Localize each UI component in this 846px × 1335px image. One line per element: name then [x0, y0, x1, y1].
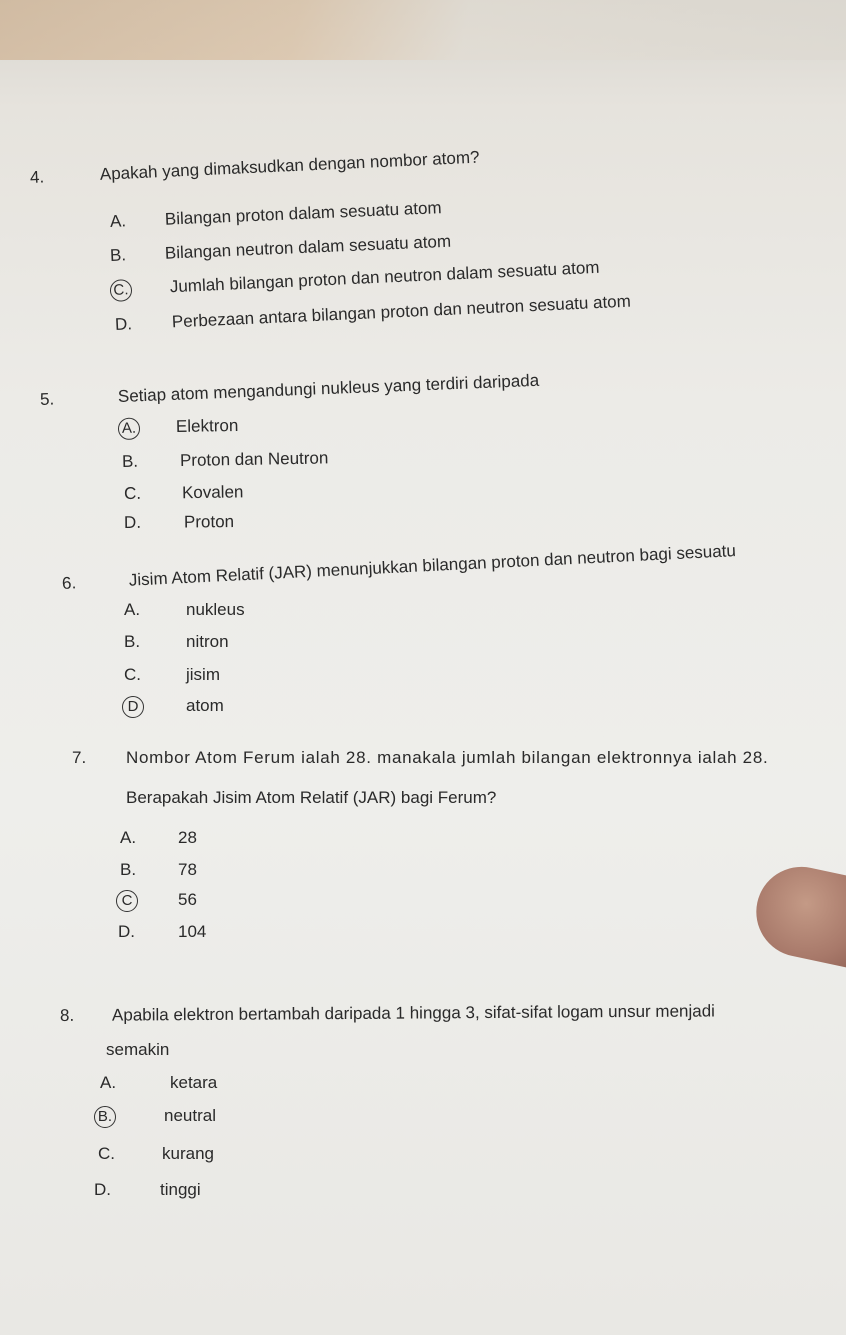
question-5-stem [40, 371, 540, 410]
option-d[interactable] [118, 922, 206, 942]
option-text: jisim [186, 665, 220, 684]
option-letter: D. [123, 512, 142, 532]
question-8-stem-line-2 [106, 1040, 169, 1060]
question-text: Jisim Atom Relatif (JAR) menunjukkan bilangan proton dan neutron bagi sesuatu [128, 541, 737, 590]
option-text: 104 [178, 922, 207, 941]
option-letter: A. [120, 828, 137, 847]
option-a[interactable] [120, 828, 197, 848]
option-text: atom [186, 696, 224, 715]
question-6-stem [62, 541, 737, 594]
option-text: Perbezaan antara bilangan proton dan neutron sesuatu atom [171, 291, 632, 332]
option-letter: C. [124, 665, 141, 684]
question-number: 4. [29, 167, 45, 187]
option-text: Bilangan neutron dalam sesuatu atom [164, 231, 452, 263]
option-letter: B. [124, 632, 141, 651]
option-letter: B. [121, 451, 139, 471]
option-text: Proton [183, 512, 235, 532]
option-text: Kovalen [181, 482, 244, 503]
option-letter: B. [109, 245, 127, 265]
question-text: semakin [106, 1040, 170, 1059]
question-text: Apabila elektron bertambah daripada 1 hingga 3, sifat-sifat logam unsur menjadi [111, 1001, 715, 1025]
option-d[interactable] [124, 512, 234, 533]
question-text: Nombor Atom Ferum ialah 28. manakala jumlah bilangan elektronnya ialah 28. [126, 748, 769, 767]
question-number: 8. [59, 1005, 75, 1025]
option-d[interactable] [94, 1180, 201, 1200]
option-a[interactable] [118, 416, 239, 440]
option-a[interactable] [100, 1073, 217, 1093]
option-text: Jumlah bilangan proton dan neutron dalam sesuatu atom [169, 257, 600, 297]
option-a[interactable] [110, 198, 442, 232]
option-c[interactable] [124, 665, 220, 685]
question-number: 6. [61, 573, 77, 593]
question-number: 7. [72, 748, 87, 767]
option-letter: C. [123, 483, 142, 503]
option-letter: C. [98, 1144, 115, 1163]
option-text: tinggi [160, 1180, 201, 1199]
question-7-stem [72, 748, 768, 768]
question-text: Apakah yang dimaksudkan dengan nombor atom? [99, 147, 480, 184]
question-text: Berapakah Jisim Atom Relatif (JAR) bagi Ferum? [126, 788, 497, 807]
option-text: Elektron [175, 415, 239, 436]
option-text: Proton dan Neutron [179, 448, 329, 470]
option-letter: A. [109, 211, 127, 231]
option-text: 78 [178, 860, 197, 879]
option-b[interactable] [120, 860, 197, 880]
option-text: nukleus [186, 600, 245, 619]
circled-answer-mark: D [122, 696, 144, 718]
option-b[interactable] [94, 1106, 216, 1128]
option-c[interactable] [98, 1144, 214, 1164]
option-b[interactable] [122, 448, 329, 472]
option-d[interactable] [122, 696, 224, 718]
option-b[interactable] [124, 632, 229, 652]
option-c[interactable] [124, 482, 244, 504]
option-b[interactable] [110, 232, 452, 266]
circled-answer-mark: A. [118, 418, 140, 440]
question-text: Setiap atom mengandungi nukleus yang terdiri daripada [117, 370, 540, 406]
option-letter: D. [118, 922, 135, 941]
option-text: ketara [170, 1073, 218, 1092]
circled-answer-mark: B. [94, 1106, 116, 1128]
option-text: Bilangan proton dalam sesuatu atom [164, 198, 442, 229]
question-8-stem [60, 1001, 715, 1026]
option-letter: B. [120, 860, 137, 879]
question-7-stem-line-2 [126, 788, 496, 808]
option-letter: D. [114, 314, 133, 334]
option-text: kurang [162, 1144, 214, 1163]
option-letter: A. [124, 600, 141, 619]
option-letter: A. [100, 1073, 117, 1092]
circled-answer-mark: C [116, 890, 138, 912]
question-4-stem [30, 148, 480, 188]
option-c[interactable] [116, 890, 197, 912]
option-letter: D. [94, 1180, 111, 1199]
option-a[interactable] [124, 600, 245, 620]
option-text: nitron [186, 632, 229, 651]
option-text: neutral [164, 1106, 216, 1125]
question-number: 5. [39, 389, 55, 409]
option-text: 56 [178, 890, 197, 909]
circled-answer-mark: C. [110, 279, 133, 302]
option-text: 28 [178, 828, 197, 847]
